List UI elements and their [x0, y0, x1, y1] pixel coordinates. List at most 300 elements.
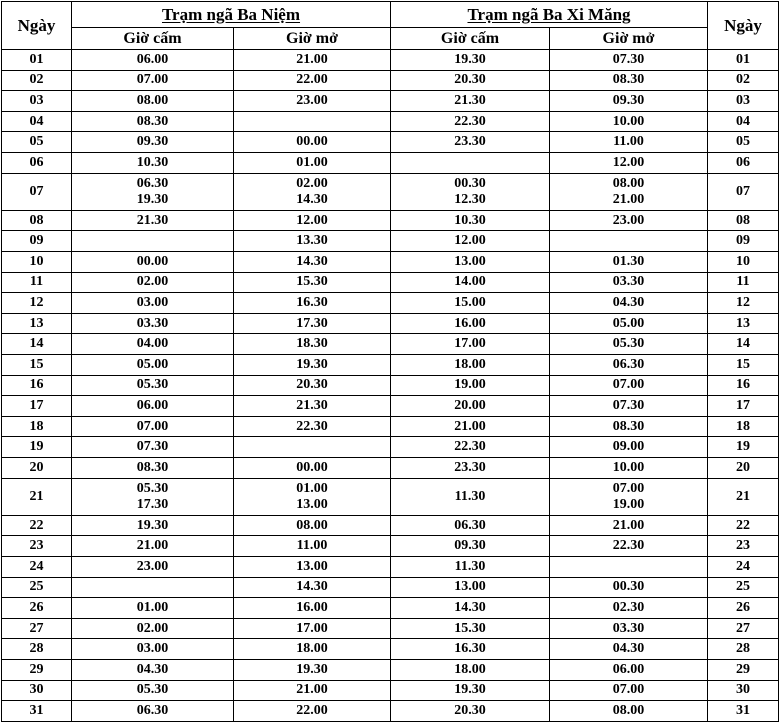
ba-xi-mang-closed-cell [391, 132, 550, 153]
ba-niem-open-cell [234, 660, 391, 681]
time-value: 19.00 [454, 377, 486, 393]
time-value: 19.30 [454, 682, 486, 698]
ba-niem-open-cell [234, 536, 391, 557]
day-column-header-left: Ngày [2, 2, 72, 50]
ba-niem-open-cell [234, 50, 391, 71]
ba-niem-open-cell [234, 458, 391, 479]
ba-niem-closed-cell [72, 293, 234, 314]
day-cell-left: 10 [2, 251, 72, 272]
time-value: 00.30 [454, 175, 486, 191]
time-value: 05.30 [136, 377, 169, 393]
table-row [2, 598, 779, 619]
day-cell-right: 05 [708, 132, 779, 153]
time-value: 19.30 [296, 356, 328, 372]
time-value: 01.30 [612, 253, 645, 269]
day-cell-right: 12 [708, 293, 779, 314]
day-cell-right: 04 [708, 111, 779, 132]
ba-niem-open-cell [234, 91, 391, 112]
ba-xi-mang-closed-cell [391, 416, 550, 437]
ba-niem-closed-cell [72, 272, 234, 293]
ba-niem-closed-cell [72, 251, 234, 272]
time-value: 11.00 [296, 538, 328, 554]
time-value: 21.30 [136, 212, 169, 228]
time-value: 19.30 [136, 517, 169, 533]
ba-niem-closed-cell [72, 515, 234, 536]
time-value: 18.00 [454, 356, 486, 372]
ba-xi-mang-open-cell [550, 598, 708, 619]
time-value: 09.30 [612, 93, 645, 109]
table-row [2, 50, 779, 71]
table-row [2, 293, 779, 314]
time-value: 21.30 [454, 93, 486, 109]
time-value: 03.30 [136, 315, 169, 331]
ba-niem-closed-cell [72, 132, 234, 153]
day-cell-left: 22 [2, 515, 72, 536]
time-value: 16.30 [454, 641, 486, 657]
table-row [2, 639, 779, 660]
ba-xi-mang-open-cell [550, 70, 708, 91]
ba-niem-open-cell [234, 680, 391, 701]
ba-xi-mang-closed-cell [391, 111, 550, 132]
time-value: 04.00 [136, 336, 169, 352]
closed-header-ba-niem: Giờ cấm [72, 28, 234, 50]
ba-xi-mang-open-cell [550, 293, 708, 314]
closed-header-ba-xi-mang: Giờ cấm [391, 28, 550, 50]
time-value: 07.00 [136, 418, 169, 434]
ba-xi-mang-open-cell [550, 396, 708, 417]
day-cell-right: 01 [708, 50, 779, 71]
day-cell-left: 25 [2, 577, 72, 598]
open-header-ba-niem: Giờ mở [234, 28, 391, 50]
day-cell-left: 29 [2, 660, 72, 681]
day-cell-right: 18 [708, 416, 779, 437]
time-value: 20.00 [454, 398, 486, 414]
ba-niem-closed-cell [72, 375, 234, 396]
day-cell-right: 13 [708, 313, 779, 334]
ba-xi-mang-closed-cell [391, 598, 550, 619]
ba-xi-mang-closed-cell [391, 680, 550, 701]
time-value: 09.00 [612, 439, 645, 455]
open-header-ba-xi-mang: Giờ mở [550, 28, 708, 50]
ba-xi-mang-closed-cell [391, 272, 550, 293]
day-cell-left: 07 [2, 173, 72, 210]
ba-niem-closed-cell [72, 618, 234, 639]
table-row [2, 251, 779, 272]
time-value: 11.30 [454, 488, 486, 504]
ba-niem-open-cell [234, 231, 391, 252]
time-value: 06.30 [612, 356, 645, 372]
ba-niem-open-cell [234, 70, 391, 91]
ba-xi-mang-closed-cell [391, 515, 550, 536]
ba-niem-open-cell [234, 293, 391, 314]
ba-xi-mang-closed-cell [391, 556, 550, 577]
time-value: 03.30 [612, 274, 645, 290]
time-value: 23.00 [136, 558, 169, 574]
time-value: 10.30 [454, 212, 486, 228]
time-value: 10.30 [136, 154, 169, 170]
time-value: 23.30 [454, 134, 486, 150]
time-value: 02.00 [136, 620, 169, 636]
time-value: 09.30 [454, 538, 486, 554]
time-value: 02.00 [296, 175, 328, 191]
ba-xi-mang-closed-cell [391, 536, 550, 557]
ba-xi-mang-open-cell [550, 132, 708, 153]
ba-xi-mang-closed-cell [391, 251, 550, 272]
ba-xi-mang-open-cell [550, 355, 708, 376]
day-cell-left: 20 [2, 458, 72, 479]
time-value: 15.00 [454, 294, 486, 310]
table-row [2, 173, 779, 210]
time-value: 00.00 [136, 253, 169, 269]
day-cell-left: 06 [2, 153, 72, 174]
ba-xi-mang-closed-cell [391, 153, 550, 174]
day-cell-right: 21 [708, 478, 779, 515]
day-cell-right: 28 [708, 639, 779, 660]
table-row [2, 515, 779, 536]
time-value: 13.00 [296, 558, 328, 574]
ba-niem-closed-cell [72, 70, 234, 91]
day-cell-left: 18 [2, 416, 72, 437]
time-value: 01.00 [136, 600, 169, 615]
ba-xi-mang-open-cell [550, 556, 708, 577]
ba-niem-closed-cell [72, 396, 234, 417]
table-row [2, 458, 779, 479]
time-value: 05.00 [612, 315, 645, 331]
ba-niem-closed-cell [72, 153, 234, 174]
time-value: 21.00 [296, 51, 328, 67]
table-row [2, 334, 779, 355]
ba-xi-mang-closed-cell [391, 91, 550, 112]
time-value: 14.00 [454, 274, 486, 290]
day-column-header-right: Ngày [708, 2, 779, 50]
ba-niem-open-cell [234, 272, 391, 293]
time-value: 00.00 [296, 134, 328, 150]
ba-niem-open-cell [234, 577, 391, 598]
day-cell-right: 25 [708, 577, 779, 598]
table-row [2, 660, 779, 681]
ba-xi-mang-open-cell [550, 680, 708, 701]
day-cell-left: 09 [2, 231, 72, 252]
day-cell-left: 03 [2, 91, 72, 112]
time-value: 07.00 [136, 72, 169, 88]
time-value: 14.30 [296, 579, 328, 595]
time-value: 07.30 [612, 51, 645, 67]
ba-niem-closed-cell [72, 437, 234, 458]
table-row [2, 153, 779, 174]
day-cell-left: 05 [2, 132, 72, 153]
time-value: 07.00 [612, 377, 645, 393]
ba-niem-open-cell [234, 355, 391, 376]
time-value: 12.00 [612, 154, 645, 170]
time-value: 03.30 [612, 620, 645, 636]
time-value: 08.00 [136, 93, 169, 109]
ba-niem-open-cell [234, 416, 391, 437]
time-value: 21.00 [612, 191, 645, 207]
table-row [2, 680, 779, 701]
ba-niem-closed-cell [72, 313, 234, 334]
ba-xi-mang-open-cell [550, 251, 708, 272]
time-value: 04.30 [612, 641, 645, 657]
ba-niem-closed-cell [72, 701, 234, 722]
day-cell-left: 27 [2, 618, 72, 639]
day-cell-left: 15 [2, 355, 72, 376]
ba-xi-mang-open-cell [550, 458, 708, 479]
traffic-schedule-table [1, 1, 779, 722]
time-value: 08.00 [612, 175, 645, 191]
day-cell-right: 03 [708, 91, 779, 112]
ba-xi-mang-open-cell [550, 153, 708, 174]
day-cell-left: 30 [2, 680, 72, 701]
time-value: 16.00 [454, 315, 486, 331]
time-value: 18.00 [454, 661, 486, 677]
time-value: 22.30 [454, 439, 486, 455]
table-header [2, 2, 779, 50]
ba-niem-closed-cell [72, 536, 234, 557]
ba-xi-mang-open-cell [550, 91, 708, 112]
table-row [2, 375, 779, 396]
time-value: 00.30 [612, 579, 645, 595]
ba-xi-mang-open-cell [550, 173, 708, 210]
time-value: 17.00 [296, 620, 328, 636]
ba-xi-mang-open-cell [550, 334, 708, 355]
day-cell-right: 14 [708, 334, 779, 355]
ba-xi-mang-open-cell [550, 701, 708, 722]
day-cell-left: 13 [2, 313, 72, 334]
table-row [2, 272, 779, 293]
time-value: 08.30 [612, 72, 645, 88]
time-value: 14.30 [296, 191, 328, 207]
ba-xi-mang-closed-cell [391, 293, 550, 314]
time-value: 07.00 [612, 682, 645, 698]
time-value: 13.00 [454, 253, 486, 269]
ba-xi-mang-closed-cell [391, 50, 550, 71]
time-value: 06.30 [136, 175, 169, 191]
time-value: 19.00 [612, 496, 645, 512]
day-cell-left: 28 [2, 639, 72, 660]
table-row [2, 396, 779, 417]
ba-xi-mang-closed-cell [391, 396, 550, 417]
time-value: 20.30 [296, 377, 328, 393]
time-value: 22.30 [612, 538, 645, 554]
time-value: 20.30 [454, 703, 486, 719]
day-cell-right: 31 [708, 701, 779, 722]
day-cell-right: 26 [708, 598, 779, 619]
time-value: 01.00 [296, 480, 328, 496]
ba-niem-open-cell [234, 556, 391, 577]
ba-niem-closed-cell [72, 660, 234, 681]
day-cell-left: 02 [2, 70, 72, 91]
time-value: 13.30 [296, 233, 328, 249]
day-cell-left: 04 [2, 111, 72, 132]
station-header-ba-niem: Trạm ngã Ba Niệm [72, 2, 391, 28]
table-row [2, 111, 779, 132]
time-value: 02.00 [136, 274, 169, 290]
time-value: 21.30 [296, 398, 328, 414]
ba-niem-open-cell [234, 478, 391, 515]
ba-xi-mang-open-cell [550, 577, 708, 598]
time-value: 10.00 [612, 113, 645, 129]
day-cell-left: 31 [2, 701, 72, 722]
ba-niem-open-cell [234, 618, 391, 639]
ba-niem-closed-cell [72, 598, 234, 619]
time-value: 22.30 [296, 418, 328, 434]
time-value: 07.30 [612, 398, 645, 414]
time-value: 15.30 [454, 620, 486, 636]
table-row [2, 618, 779, 639]
ba-xi-mang-closed-cell [391, 70, 550, 91]
ba-niem-open-cell [234, 701, 391, 722]
time-value: 22.00 [296, 703, 328, 719]
ba-niem-open-cell [234, 437, 391, 458]
table-row [2, 577, 779, 598]
time-value: 04.30 [612, 294, 645, 310]
ba-xi-mang-open-cell [550, 660, 708, 681]
time-value: 16.30 [296, 294, 328, 310]
ba-xi-mang-closed-cell [391, 437, 550, 458]
time-value: 09.30 [136, 134, 169, 150]
table-row [2, 210, 779, 231]
ba-xi-mang-closed-cell [391, 313, 550, 334]
time-value: 22.30 [454, 113, 486, 129]
day-cell-right: 11 [708, 272, 779, 293]
table-row [2, 556, 779, 577]
ba-xi-mang-closed-cell [391, 210, 550, 231]
day-cell-right: 19 [708, 437, 779, 458]
time-value: 05.30 [136, 480, 169, 496]
ba-niem-closed-cell [72, 50, 234, 71]
table-row [2, 416, 779, 437]
time-value: 11.00 [613, 134, 644, 150]
ba-xi-mang-open-cell [550, 111, 708, 132]
time-value: 08.30 [612, 418, 645, 434]
day-cell-left: 08 [2, 210, 72, 231]
day-cell-right: 20 [708, 458, 779, 479]
ba-xi-mang-closed-cell [391, 375, 550, 396]
ba-xi-mang-open-cell [550, 210, 708, 231]
time-value: 08.30 [136, 113, 169, 129]
time-value: 02.30 [612, 600, 645, 615]
ba-niem-open-cell [234, 334, 391, 355]
time-value: 23.00 [296, 93, 328, 109]
time-value: 08.30 [136, 459, 169, 475]
time-value: 20.30 [454, 72, 486, 88]
day-cell-right: 22 [708, 515, 779, 536]
time-value: 01.00 [296, 154, 328, 170]
ba-niem-open-cell [234, 396, 391, 417]
ba-niem-open-cell [234, 153, 391, 174]
ba-niem-open-cell [234, 111, 391, 132]
table-row [2, 132, 779, 153]
ba-xi-mang-closed-cell [391, 701, 550, 722]
ba-xi-mang-open-cell [550, 375, 708, 396]
time-value: 13.00 [454, 579, 486, 595]
ba-xi-mang-closed-cell [391, 478, 550, 515]
table-row [2, 313, 779, 334]
day-cell-right: 27 [708, 618, 779, 639]
ba-niem-closed-cell [72, 458, 234, 479]
table-row [2, 437, 779, 458]
time-value: 06.30 [454, 517, 486, 533]
ba-niem-closed-cell [72, 210, 234, 231]
time-value: 06.30 [136, 703, 169, 719]
time-value: 21.00 [454, 418, 486, 434]
ba-niem-closed-cell [72, 556, 234, 577]
time-value: 07.30 [136, 439, 169, 455]
time-value: 10.00 [612, 459, 645, 475]
time-value: 07.00 [612, 480, 645, 496]
ba-niem-closed-cell [72, 478, 234, 515]
time-value: 23.30 [454, 459, 486, 475]
ba-xi-mang-closed-cell [391, 458, 550, 479]
day-cell-right: 24 [708, 556, 779, 577]
time-value: 12.00 [454, 233, 486, 249]
ba-niem-closed-cell [72, 91, 234, 112]
time-value: 03.00 [136, 641, 169, 657]
ba-xi-mang-closed-cell [391, 355, 550, 376]
time-value: 14.30 [454, 600, 486, 615]
day-cell-right: 02 [708, 70, 779, 91]
day-cell-right: 06 [708, 153, 779, 174]
day-cell-right: 16 [708, 375, 779, 396]
time-value: 14.30 [296, 253, 328, 269]
time-value: 08.00 [296, 517, 328, 533]
ba-xi-mang-open-cell [550, 515, 708, 536]
day-cell-left: 26 [2, 598, 72, 619]
ba-xi-mang-open-cell [550, 618, 708, 639]
time-value: 12.00 [296, 212, 328, 228]
time-value: 22.00 [296, 72, 328, 88]
day-cell-left: 01 [2, 50, 72, 71]
table-row [2, 355, 779, 376]
time-value: 15.30 [296, 274, 328, 290]
day-cell-left: 19 [2, 437, 72, 458]
ba-xi-mang-closed-cell [391, 577, 550, 598]
ba-niem-closed-cell [72, 334, 234, 355]
station-header-ba-xi-mang: Trạm ngã Ba Xi Măng [391, 2, 708, 28]
ba-xi-mang-open-cell [550, 416, 708, 437]
time-value: 16.00 [296, 600, 328, 615]
ba-niem-open-cell [234, 313, 391, 334]
time-value: 03.00 [136, 294, 169, 310]
day-cell-right: 09 [708, 231, 779, 252]
ba-xi-mang-closed-cell [391, 618, 550, 639]
time-value: 18.00 [296, 641, 328, 657]
ba-niem-closed-cell [72, 416, 234, 437]
ba-xi-mang-open-cell [550, 478, 708, 515]
time-value: 17.30 [296, 315, 328, 331]
time-value: 23.00 [612, 212, 645, 228]
day-cell-right: 23 [708, 536, 779, 557]
day-cell-right: 30 [708, 680, 779, 701]
day-cell-left: 14 [2, 334, 72, 355]
time-value: 06.00 [136, 51, 169, 67]
time-value: 17.00 [454, 336, 486, 352]
table-body [2, 50, 779, 722]
time-value: 21.00 [296, 682, 328, 698]
time-value: 18.30 [296, 336, 328, 352]
time-value: 05.30 [612, 336, 645, 352]
time-value: 13.00 [296, 496, 328, 512]
ba-xi-mang-open-cell [550, 639, 708, 660]
time-value: 19.30 [296, 661, 328, 677]
day-cell-right: 10 [708, 251, 779, 272]
time-value: 19.30 [454, 51, 486, 67]
day-cell-right: 17 [708, 396, 779, 417]
ba-niem-closed-cell [72, 173, 234, 210]
time-value: 19.30 [136, 191, 169, 207]
ba-xi-mang-closed-cell [391, 231, 550, 252]
table-row [2, 70, 779, 91]
